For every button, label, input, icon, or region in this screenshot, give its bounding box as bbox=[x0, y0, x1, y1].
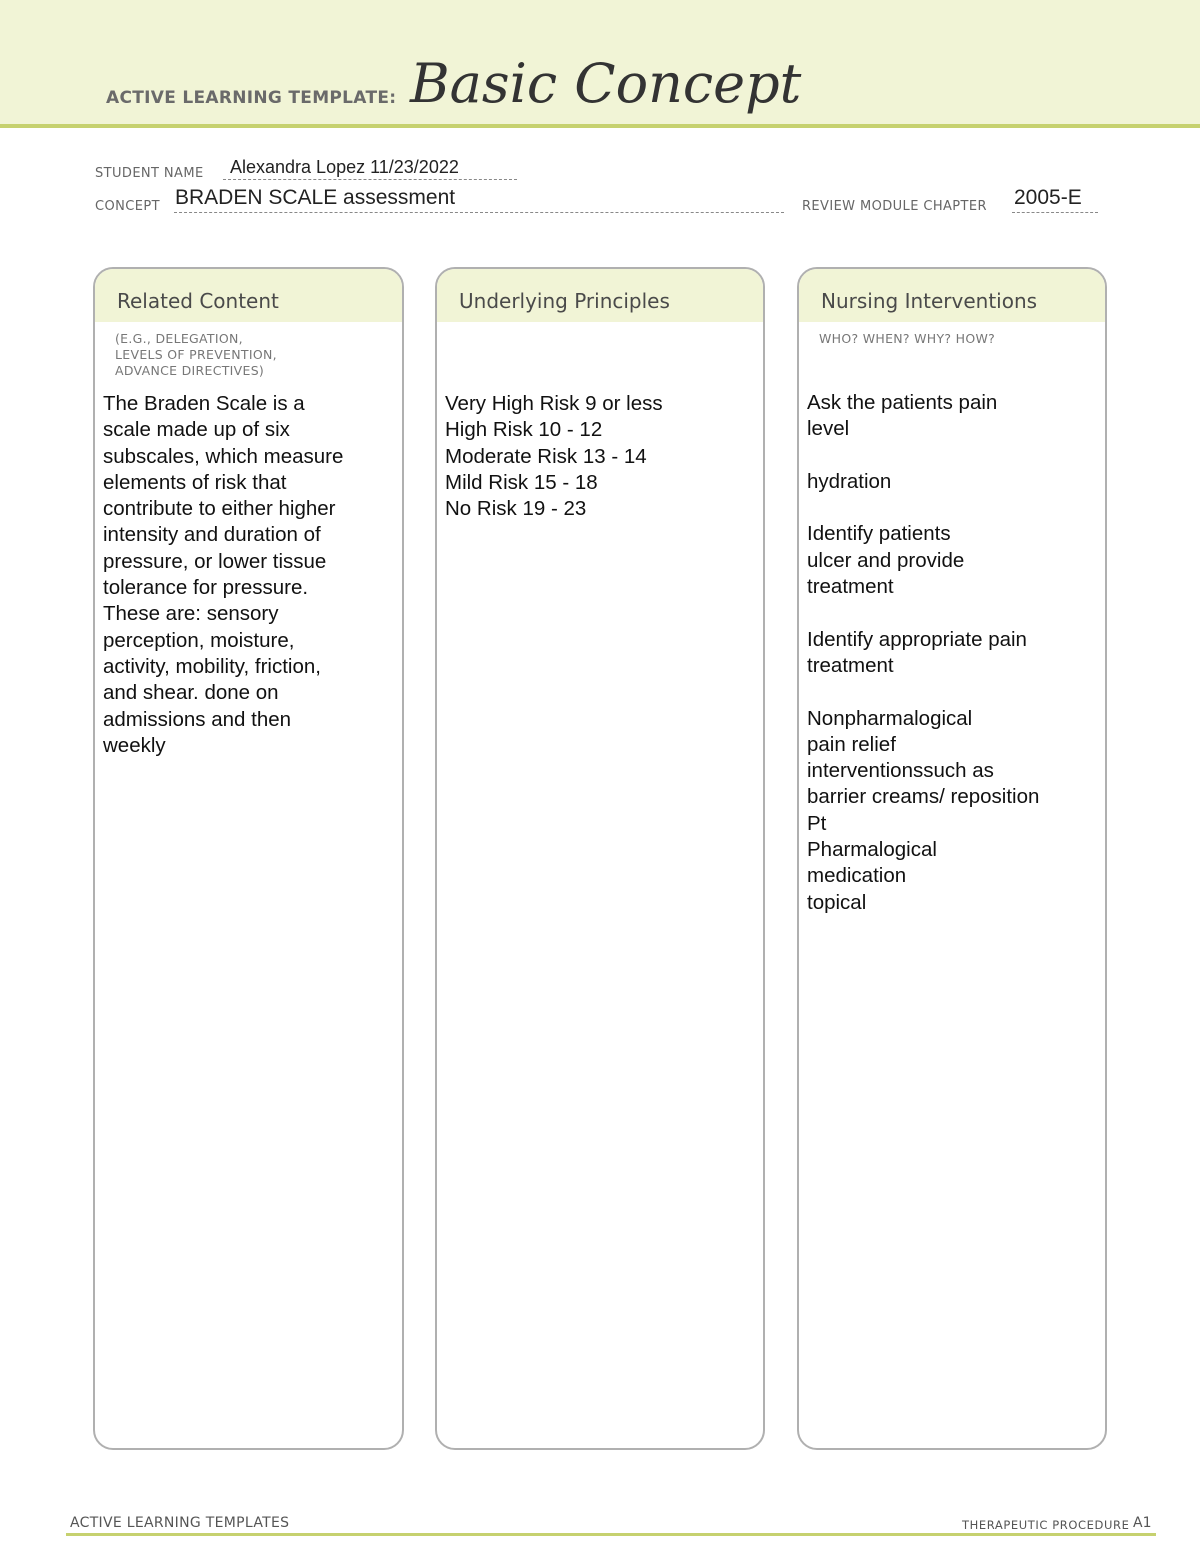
concept-line bbox=[174, 212, 784, 213]
header-rule bbox=[0, 124, 1200, 128]
footer-page-code: A1 bbox=[1133, 1515, 1152, 1531]
underlying-principles-title: Underlying Principles bbox=[459, 289, 670, 313]
student-name-label: STUDENT NAME bbox=[95, 166, 204, 181]
template-label: ACTIVE LEARNING TEMPLATE: bbox=[106, 88, 397, 108]
review-module-label: REVIEW MODULE CHAPTER bbox=[802, 199, 987, 214]
concept-field[interactable]: BRADEN SCALE assessment bbox=[175, 186, 456, 209]
student-name-line bbox=[223, 179, 517, 180]
nursing-interventions-title: Nursing Interventions bbox=[821, 289, 1038, 313]
footer-left-label: ACTIVE LEARNING TEMPLATES bbox=[70, 1515, 290, 1531]
footer-rule bbox=[66, 1533, 1156, 1536]
nursing-interventions-body[interactable]: Ask the patients pain level hydration Identify patients ulcer and provide treatment Identify appropriate pain treatment Nonpharmalogical pain relief interventionssuch as barrier creams/ reposition Pt Pharmalogical medication topical bbox=[807, 391, 1040, 914]
related-content-subtitle: (E.G., DELEGATION, LEVELS OF PREVENTION, ADVANCE DIRECTIVES) bbox=[115, 331, 277, 378]
related-content-body[interactable]: The Braden Scale is a scale made up of six subscales, which measure elements of risk that contribute to either higher intensity and duration of pressure, or lower tissue tolerance for pressure. These are: sensory perception, moisture, activity, mobility, friction, and shear. done on admissions and then weekly bbox=[103, 392, 344, 757]
review-module-field[interactable]: 2005-E bbox=[1014, 186, 1082, 209]
review-module-line bbox=[1012, 212, 1098, 213]
template-title: Basic Concept bbox=[410, 52, 802, 115]
underlying-principles-body[interactable]: Very High Risk 9 or less High Risk 10 - 12 Moderate Risk 13 - 14 Mild Risk 15 - 18 No Risk 19 - 23 bbox=[445, 392, 663, 521]
related-content-title: Related Content bbox=[117, 289, 279, 313]
footer-right-label: THERAPEUTIC PROCEDURE bbox=[962, 1518, 1130, 1532]
underlying-principles-panel bbox=[435, 267, 765, 1450]
concept-label: CONCEPT bbox=[95, 199, 160, 214]
nursing-interventions-panel bbox=[797, 267, 1107, 1450]
student-name-field[interactable]: Alexandra Lopez 11/23/2022 bbox=[230, 157, 459, 177]
nursing-interventions-subtitle: WHO? WHEN? WHY? HOW? bbox=[819, 331, 996, 346]
related-content-panel bbox=[93, 267, 404, 1450]
